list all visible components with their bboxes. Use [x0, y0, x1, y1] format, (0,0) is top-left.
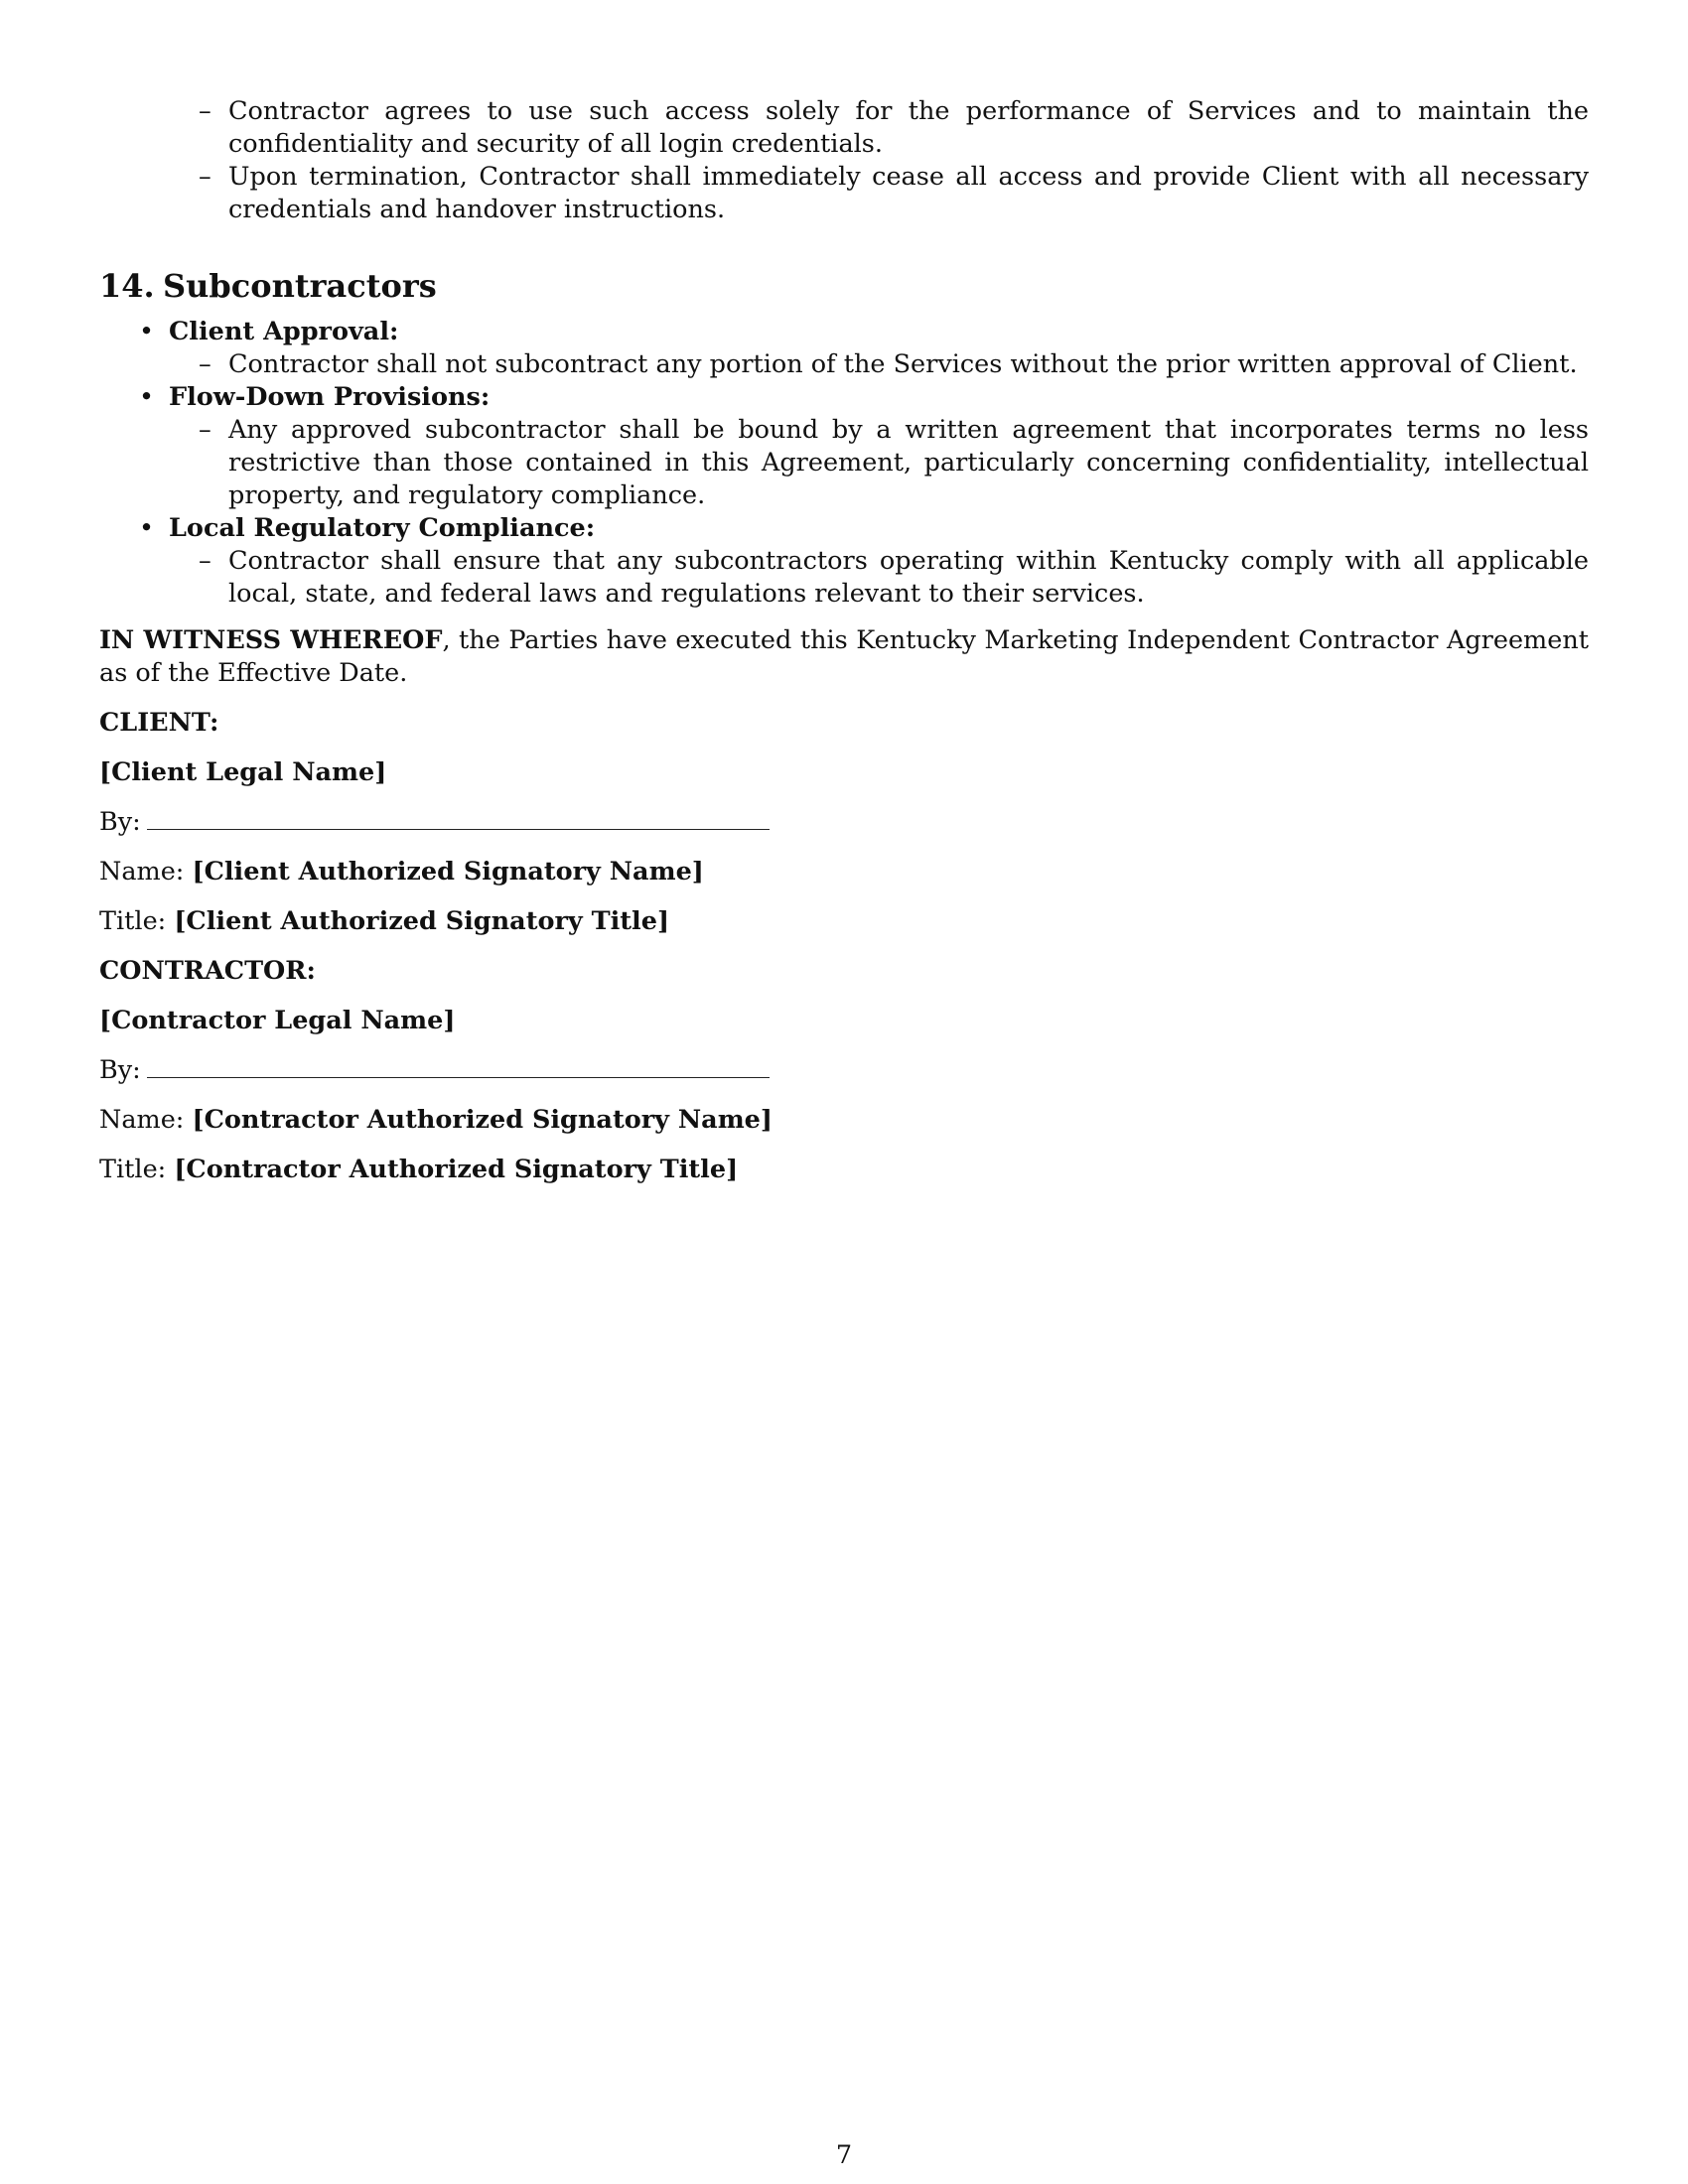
bullet-label: Local Regulatory Compliance: — [169, 513, 596, 543]
client-title-line — [99, 905, 1589, 938]
by-label: By: — [99, 1055, 141, 1085]
bullet-label: Flow-Down Provisions: — [169, 382, 491, 412]
sub-item — [99, 348, 1589, 381]
witness-text: , the Parties have executed this Kentucky Marketing Independent Contractor Agreement as of the Effective Date. — [99, 625, 1589, 688]
contractor-title-line — [99, 1154, 1589, 1186]
client-heading: CLIENT: — [99, 708, 219, 738]
dash-marker: – — [199, 349, 211, 379]
witness-lead: IN WITNESS WHEREOF — [99, 625, 443, 655]
document-page — [99, 95, 1589, 1186]
bullet-label: Client Approval: — [169, 317, 399, 346]
page-number: 7 — [835, 2140, 853, 2170]
section-heading — [99, 266, 1589, 306]
contractor-legal-name-text: [Contractor Legal Name] — [99, 1006, 456, 1035]
signature-rule — [147, 1055, 770, 1078]
signature-rule — [147, 807, 770, 830]
dash-marker: – — [199, 546, 211, 576]
continuation-item — [99, 161, 1589, 226]
client-legal-name — [99, 756, 1589, 789]
sub-item-text: Contractor shall ensure that any subcontractors operating within Kentucky comply with all applicable local, state, and federal laws and regulations relevant to their services. — [228, 546, 1589, 609]
contractor-signature-line — [99, 1054, 1589, 1087]
bullet-local-compliance — [99, 512, 1589, 545]
section-number: 14. — [99, 267, 155, 305]
witness-paragraph — [99, 624, 1589, 690]
section-title: Subcontractors — [163, 267, 437, 305]
client-signatory-title: [Client Authorized Signatory Title] — [174, 906, 670, 936]
name-label: Name: — [99, 1105, 185, 1135]
contractor-heading: CONTRACTOR: — [99, 956, 316, 986]
by-label: By: — [99, 807, 141, 837]
client-signatory-name: [Client Authorized Signatory Name] — [192, 857, 704, 887]
bullet-marker: • — [139, 382, 155, 412]
contractor-name-line — [99, 1104, 1589, 1137]
dash-marker: – — [199, 415, 211, 445]
title-label: Title: — [99, 906, 167, 936]
sub-item-text: Any approved subcontractor shall be bound by a written agreement that incorporates terms no less restrictive than those contained in this Agreement, particularly concerning confidentiality, intellectual property, and regulatory compliance. — [228, 415, 1589, 510]
client-signature-line — [99, 806, 1589, 839]
contractor-legal-name — [99, 1005, 1589, 1037]
continuation-item-text: Contractor agrees to use such access solely for the performance of Services and to maintain the confidentiality and security of all login credentials. — [228, 96, 1589, 159]
client-name-line — [99, 856, 1589, 888]
sub-item — [99, 414, 1589, 512]
continuation-item — [99, 95, 1589, 161]
dash-marker: – — [199, 162, 211, 192]
bullet-marker: • — [139, 513, 155, 543]
bullet-client-approval — [99, 316, 1589, 348]
sub-item — [99, 545, 1589, 611]
title-label: Title: — [99, 1155, 167, 1184]
contractor-signatory-name: [Contractor Authorized Signatory Name] — [192, 1105, 773, 1135]
continuation-item-text: Upon termination, Contractor shall immediately cease all access and provide Client with all necessary credentials and handover instructions. — [228, 162, 1589, 224]
bullet-flow-down — [99, 381, 1589, 414]
bullet-marker: • — [139, 317, 155, 346]
sub-item-text: Contractor shall not subcontract any portion of the Services without the prior written approval of Client. — [228, 349, 1578, 379]
client-legal-name-text: [Client Legal Name] — [99, 757, 387, 787]
contractor-signatory-title: [Contractor Authorized Signatory Title] — [174, 1155, 739, 1184]
dash-marker: – — [199, 96, 211, 126]
name-label: Name: — [99, 857, 185, 887]
